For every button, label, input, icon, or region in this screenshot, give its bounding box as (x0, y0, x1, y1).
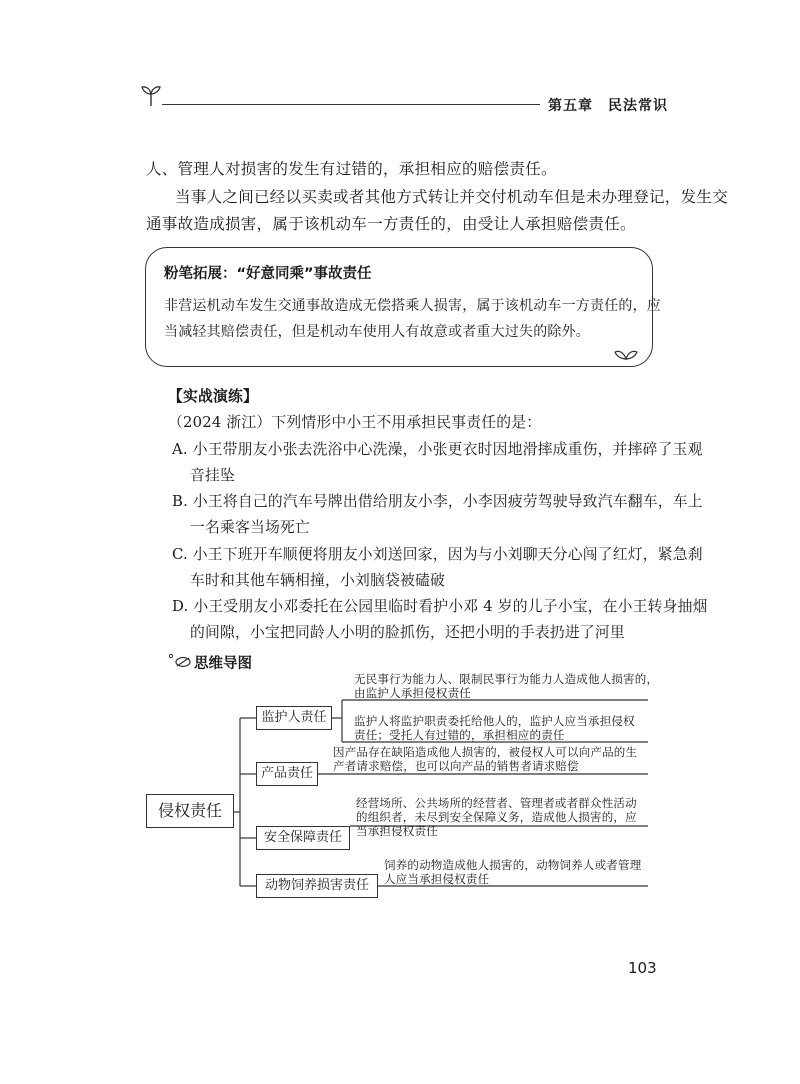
leaf-product-line-2: 产者请求赔偿，也可以向产品的销售者请求赔偿 (333, 759, 579, 773)
branch-safety-duty-liability: 安全保障责任 (256, 826, 350, 850)
option-b-line-1: B. 小王将自己的汽车号牌出借给朋友小李，小李因疲劳驾驶导致汽车翻车，车上 (172, 493, 703, 510)
option-c-line-2: 车时和其他车辆相撞，小刘脑袋被磕破 (190, 572, 445, 589)
branch-animal-liability: 动物饲养损害责任 (256, 874, 378, 898)
branch-guardian-liability: 监护人责任 (256, 706, 332, 730)
leaf-safety-line-1: 经营场所、公共场所的经营者、管理者或者群众性活动 (356, 796, 637, 810)
callout-line-1: 非营运机动车发生交通事故造成无偿搭乘人损害，属于该机动车一方责任的，应 (164, 298, 661, 314)
callout-title: 粉笔拓展：“好意同乘”事故责任 (164, 266, 372, 282)
practice-heading: 【实战演练】 (168, 388, 258, 405)
option-d-line-2: 的间隙，小宝把同龄人小明的脸抓伤，还把小明的手表扔进了河里 (190, 624, 625, 641)
page-number: 103 (628, 959, 657, 977)
body-line-3: 通事故造成损害，属于该机动车一方责任的，由受让人承担赔偿责任。 (146, 215, 636, 233)
leaf-safety-line-3: 当承担侵权责任 (356, 824, 438, 838)
option-c-line-1: C. 小王下班开车顺便将朋友小刘送回家，因为与小刘聊天分心闯了红灯，紧急刹 (172, 546, 703, 563)
option-d-line-1: D. 小王受朋友小邓委托在公园里临时看护小邓 4 岁的儿子小宝，在小王转身抽烟 (172, 598, 708, 615)
mindmap-root-node: 侵权责任 (146, 794, 234, 828)
leaf-animal-line-1: 饲养的动物造成他人损害的，动物饲养人或者管理 (384, 858, 642, 872)
leaf-guardian-1-line-2: 由监护人承担侵权责任 (354, 686, 471, 700)
question-stem: （2024 浙江）下列情形中小王不用承担民事责任的是： (168, 414, 542, 431)
branch-product-liability: 产品责任 (256, 762, 318, 786)
mindmap-heading: 思维导图 (194, 656, 252, 672)
leaf-guardian-2-line-1: 监护人将监护职责委托给他人的，监护人应当承担侵权 (354, 714, 635, 728)
option-a-line-2: 音挂坠 (190, 467, 235, 484)
option-a-line-1: A. 小王带朋友小张去洗浴中心洗澡，小张更衣时因地滑摔成重伤，并摔碎了玉观 (172, 441, 703, 458)
option-b-line-2: 一名乘客当场死亡 (190, 519, 310, 536)
leaf-product-line-1: 因产品存在缺陷造成他人损害的，被侵权人可以向产品的生 (333, 745, 638, 759)
leaf-safety-line-2: 的组织者，未尽到安全保障义务，造成他人损害的，应 (356, 810, 637, 824)
leaf-guardian-2-line-2: 责任；受托人有过错的，承担相应的责任 (354, 728, 565, 742)
body-line-2: 当事人之间已经以买卖或者其他方式转让并交付机动车但是未办理登记，发生交 (175, 188, 729, 206)
leaf-guardian-1-line-1: 无民事行为能力人、限制民事行为能力人造成他人损害的， (354, 672, 659, 686)
body-line-1: 人、管理人对损害的发生有过错的，承担相应的赔偿责任。 (146, 160, 557, 178)
leaf-animal-line-2: 人应当承担侵权责任 (384, 872, 490, 886)
callout-line-2: 当减轻其赔偿责任，但是机动车使用人有故意或者重大过失的除外。 (164, 324, 590, 340)
chapter-title: 第五章 民法常识 (548, 98, 668, 114)
